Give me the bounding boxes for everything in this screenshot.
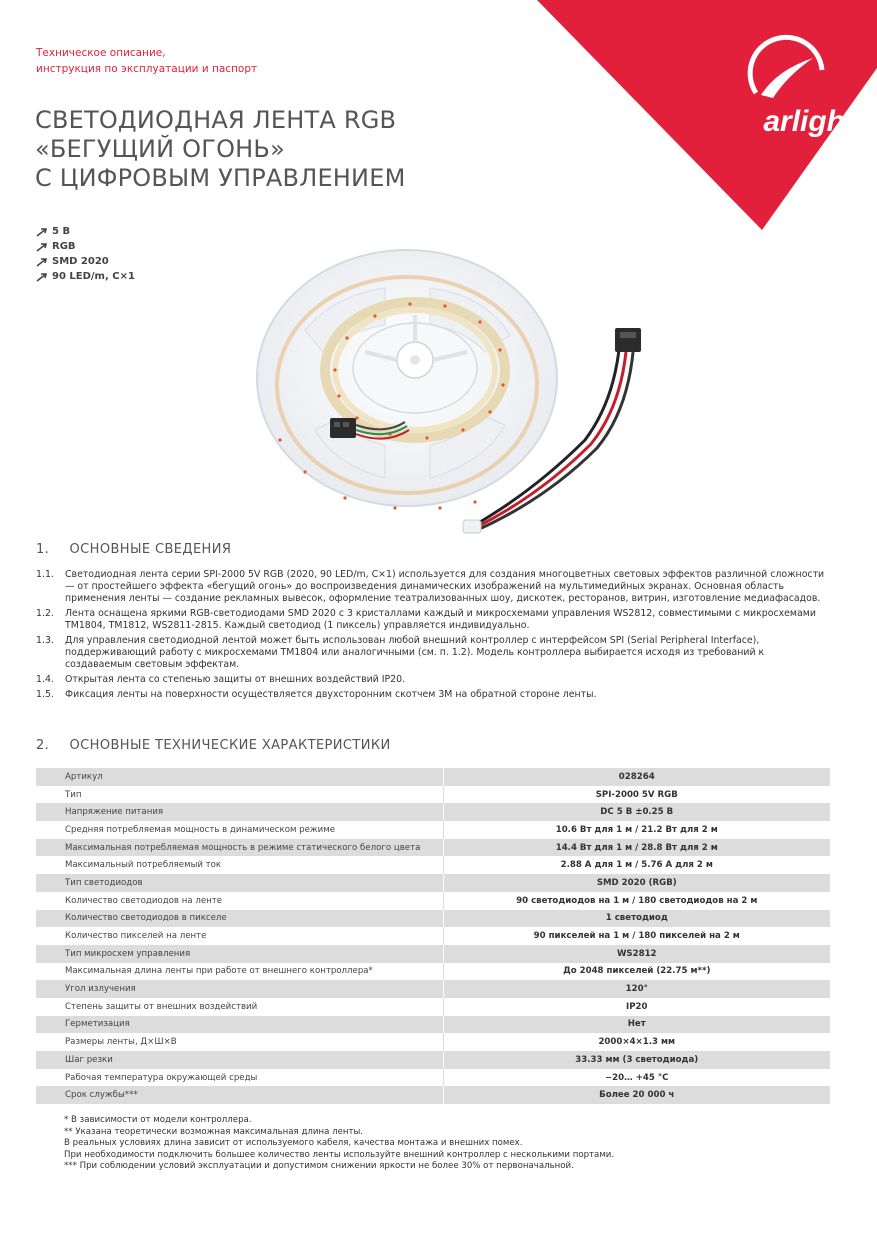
feature-item [36, 254, 135, 269]
spec-value: 90 светодиодов на 1 м / 180 светодиодов на 2 м [443, 892, 830, 910]
item-number: 1.1. [36, 569, 54, 580]
list-item [36, 674, 826, 686]
spec-label: Тип микросхем управления [36, 945, 443, 963]
document-subtitle [36, 45, 257, 77]
table-row [36, 998, 830, 1016]
feature-label: SMD 2020 [52, 256, 109, 267]
logo-text: arlight [763, 105, 855, 138]
spec-label: Шаг резки [36, 1051, 443, 1069]
table-row [36, 1086, 830, 1104]
spec-label: Герметизация [36, 1016, 443, 1034]
table-row [36, 927, 830, 945]
item-text: Лента оснащена яркими RGB-светодиодами SMD 2020 с 3 кристаллами каждый и микросхемами управления WS2812, совместимыми с микросхемами TM1804, TM1812, WS2811-2815. Каждый светодиод (1 пиксель) управляется индивидуально. [65, 608, 816, 632]
footnote: ** Указана теоретически возможная максимальная длина ленты. [64, 1126, 364, 1137]
table-row [36, 1069, 830, 1087]
spec-label: Тип светодиодов [36, 874, 443, 892]
subtitle-line: инструкция по эксплуатации и паспорт [36, 63, 258, 75]
spec-value: 33.33 мм (3 светодиода) [443, 1051, 830, 1069]
spec-label: Рабочая температура окружающей среды [36, 1069, 443, 1087]
table-row [36, 839, 830, 857]
spec-value: 120° [443, 980, 830, 998]
arrow-icon [36, 227, 48, 237]
section-heading [36, 738, 391, 753]
spec-label: Угол излучения [36, 980, 443, 998]
specs-table [36, 768, 830, 1104]
item-number: 1.3. [36, 635, 54, 647]
table-row [36, 821, 830, 839]
table-row [36, 768, 830, 786]
feature-list [36, 224, 135, 284]
spec-value: 028264 [443, 768, 830, 786]
feature-label: 5 В [52, 226, 71, 237]
brand-corner [537, 0, 877, 230]
section-heading [36, 542, 231, 557]
table-row [36, 945, 830, 963]
table-row [36, 892, 830, 910]
spec-label: Количество светодиодов в пикселе [36, 910, 443, 928]
arrow-icon [36, 257, 48, 267]
table-row [36, 786, 830, 804]
feature-label: RGB [52, 241, 76, 252]
spec-label: Количество пикселей на ленте [36, 927, 443, 945]
feature-item [36, 239, 135, 254]
section-title: ОСНОВНЫЕ СВЕДЕНИЯ [69, 542, 232, 557]
spec-label: Напряжение питания [36, 803, 443, 821]
spec-label: Максимальный потребляемый ток [36, 856, 443, 874]
item-number: 1.5. [36, 688, 54, 700]
table-row [36, 980, 830, 998]
table-row [36, 1016, 830, 1034]
list-item [36, 569, 826, 606]
spec-value: 1 светодиод [443, 910, 830, 928]
spec-label: Количество светодиодов на ленте [36, 892, 443, 910]
table-row [36, 1033, 830, 1051]
spec-value: −20… +45 °С [443, 1069, 830, 1087]
table-row [36, 1051, 830, 1069]
spec-value: IP20 [443, 998, 830, 1016]
title-line: «БЕГУЩИЙ ОГОНЬ» [35, 135, 285, 163]
list-item [36, 689, 826, 701]
spec-value: DC 5 В ±0.25 В [443, 803, 830, 821]
spec-label: Срок службы*** [36, 1086, 443, 1104]
feature-label: 90 LED/m, C×1 [52, 271, 135, 282]
spec-value: 90 пикселей на 1 м / 180 пикселей на 2 м [443, 927, 830, 945]
spec-label: Степень защиты от внешних воздействий [36, 998, 443, 1016]
spec-value: Нет [443, 1016, 830, 1034]
footnote: В реальных условиях длина зависит от используемого кабеля, качества монтажа и внешних помех. [64, 1138, 523, 1149]
spec-value: До 2048 пикселей (22.75 м**) [443, 963, 830, 981]
spec-label: Средняя потребляемая мощность в динамическом режиме [36, 821, 443, 839]
subtitle-line: Техническое описание, [36, 47, 166, 59]
spec-value: 2.88 А для 1 м / 5.76 А для 2 м [443, 856, 830, 874]
section-number: 2. [36, 738, 50, 753]
table-row [36, 874, 830, 892]
item-number: 1.4. [36, 674, 54, 686]
arrow-icon [36, 272, 48, 282]
spec-label: Тип [36, 786, 443, 804]
title-line: С ЦИФРОВЫМ УПРАВЛЕНИЕМ [35, 164, 406, 192]
item-text: Светодиодная лента серии SPI-2000 5V RGB (2020, 90 LED/m, C×1) используется для создания многоцветных световых эффектов различной сложности — от простейшего эффекта «бегущий огонь» до воспроизведения динамических изображений на мультимедийных экранах. Основная область применения ленты — создание рекламных вывесок, оформление театрализованных шоу, дискотек, ресторанов, витрин, изготовление медиафасадов. [65, 569, 825, 605]
section-number: 1. [36, 542, 50, 557]
spec-value: 10.6 Вт для 1 м / 21.2 Вт для 2 м [443, 821, 830, 839]
item-text: Открытая лента со степенью защиты от внешних воздействий IP20. [65, 674, 406, 686]
footnote: При необходимости подключить большее количество ленты используйте внешний контроллер с несколькими портами. [64, 1149, 615, 1160]
table-row [36, 856, 830, 874]
table-row [36, 803, 830, 821]
list-item [36, 635, 826, 672]
section1-items [36, 569, 826, 704]
footnote: * В зависимости от модели контроллера. [64, 1115, 252, 1125]
footnotes [64, 1115, 614, 1173]
item-number: 1.2. [36, 608, 54, 620]
spec-value: SMD 2020 (RGB) [443, 874, 830, 892]
spec-value: SPI-2000 5V RGB [443, 786, 830, 804]
spec-label: Максимальная длина ленты при работе от внешнего контроллера* [36, 963, 443, 981]
product-image [235, 240, 665, 545]
list-item [36, 608, 826, 632]
page-title [35, 106, 405, 193]
feature-item [36, 224, 135, 239]
spec-value: 2000×4×1.3 мм [443, 1033, 830, 1051]
arrow-icon [36, 242, 48, 252]
footnote: *** При соблюдении условий эксплуатации и допустимом снижении яркости не более 30% от первоначальной. [64, 1161, 574, 1172]
spec-label: Размеры ленты, Д×Ш×В [36, 1033, 443, 1051]
title-line: СВЕТОДИОДНАЯ ЛЕНТА RGB [35, 106, 397, 134]
spec-value: Более 20 000 ч [443, 1086, 830, 1104]
table-row [36, 963, 830, 981]
spec-value: WS2812 [443, 945, 830, 963]
spec-label: Максимальная потребляемая мощность в режиме статического белого цвета [36, 839, 443, 857]
item-text: Фиксация ленты на поверхности осуществляется двухсторонним скотчем 3M на обратной стороне ленты. [65, 688, 597, 700]
spec-value: 14.4 Вт для 1 м / 28.8 Вт для 2 м [443, 839, 830, 857]
table-row [36, 910, 830, 928]
item-text: Для управления светодиодной лентой может быть использован любой внешний контроллер с интерфейсом SPI (Serial Peripheral Interface), поддерживающий работу с микросхемами TM1804 или аналогичными (см. п. 1.2). Модель контроллера выбирается исходя из требований к создаваемым световым эффектам. [65, 635, 765, 671]
section-title: ОСНОВНЫЕ ТЕХНИЧЕСКИЕ ХАРАКТЕРИСТИКИ [69, 738, 391, 753]
spec-label: Артикул [36, 768, 443, 786]
feature-item [36, 269, 135, 284]
